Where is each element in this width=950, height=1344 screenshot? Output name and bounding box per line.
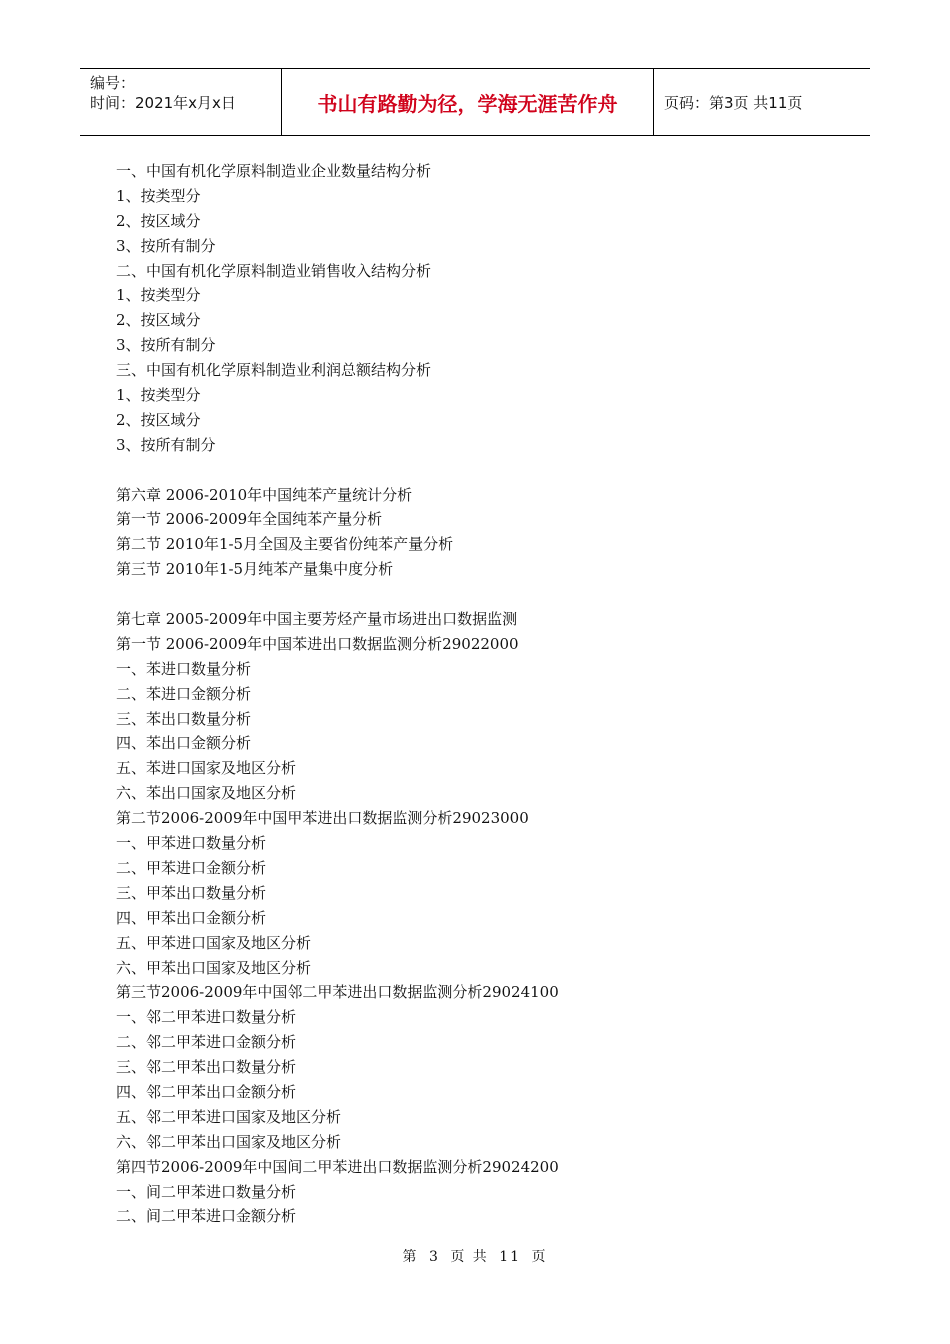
toc-line: 五、苯进口国家及地区分析 [116,759,297,778]
toc-line: 五、邻二甲苯进口国家及地区分析 [116,1107,342,1126]
toc-line: 三、中国有机化学原料制造业利润总额结构分析 [116,361,432,380]
toc-line: 一、苯进口数量分析 [116,659,252,678]
blank-line [116,582,836,607]
header-motto [282,69,654,135]
footer-suffix: 页 [531,1249,548,1265]
toc-line: 2、按区域分 [116,410,201,429]
toc-line: 二、中国有机化学原料制造业销售收入结构分析 [116,261,432,280]
footer-middle: 页 共 [450,1249,489,1265]
toc-line: 第二节2006-2009年中国甲苯进出口数据监测分析29023000 [116,809,529,828]
toc-line: 一、间二甲苯进口数量分析 [116,1182,297,1201]
document-time-label: 时间：2021年x月x日 [90,94,236,112]
toc-line: 第七章 2005-2009年中国主要芳烃产量市场进出口数据监测 [116,610,518,629]
toc-line: 1、按类型分 [116,386,201,405]
toc-line: 二、甲苯进口金额分析 [116,858,267,877]
toc-line: 第二节 2010年1-5月全国及主要省份纯苯产量分析 [116,535,454,554]
toc-line: 三、苯出口数量分析 [116,709,252,728]
toc-line: 第一节 2006-2009年中国苯进出口数据监测分析29022000 [116,634,519,653]
footer-current-page: 3 [428,1249,440,1265]
blank-line [116,458,836,483]
toc-line: 3、按所有制分 [116,336,216,355]
toc-line: 第一节 2006-2009年全国纯苯产量分析 [116,510,383,529]
toc-line: 四、甲苯出口金额分析 [116,908,267,927]
toc-line: 五、甲苯进口国家及地区分析 [116,933,312,952]
toc-line: 一、邻二甲苯进口数量分析 [116,1008,297,1027]
toc-line: 一、中国有机化学原料制造业企业数量结构分析 [116,162,432,180]
toc-line: 3、按所有制分 [116,236,216,255]
page-info-text: 页码：第3页 共11页 [664,93,803,112]
page-footer [0,1246,950,1266]
toc-line: 六、甲苯出口国家及地区分析 [116,958,312,977]
header-page-info [654,69,870,135]
toc-line: 第三节2006-2009年中国邻二甲苯进出口数据监测分析29024100 [116,983,559,1002]
toc-line: 二、邻二甲苯进口金额分析 [116,1033,297,1052]
toc-line: 二、间二甲苯进口金额分析 [116,1207,297,1226]
toc-line: 2、按区域分 [116,211,201,230]
toc-line: 1、按类型分 [116,286,201,305]
toc-line: 六、苯出口国家及地区分析 [116,784,297,803]
document-number-label: 编号： [90,74,136,92]
toc-line: 三、邻二甲苯出口数量分析 [116,1058,297,1077]
toc-line: 二、苯进口金额分析 [116,684,252,703]
header-meta [80,69,282,135]
toc-line: 六、邻二甲苯出口国家及地区分析 [116,1132,342,1151]
toc-line: 一、甲苯进口数量分析 [116,834,267,853]
toc-line: 三、甲苯出口数量分析 [116,883,267,902]
toc-line: 第三节 2010年1-5月纯苯产量集中度分析 [116,560,394,579]
toc-line: 第六章 2006-2010年中国纯苯产量统计分析 [116,485,413,504]
footer-total-pages: 11 [499,1249,522,1265]
page-header [80,68,870,136]
motto-text: 书山有路勤为径，学海无涯苦作舟 [317,91,618,116]
toc-line: 四、邻二甲苯出口金额分析 [116,1082,297,1101]
toc-line: 2、按区域分 [116,311,201,330]
footer-prefix: 第 [402,1249,419,1265]
toc-line: 第四节2006-2009年中国间二甲苯进出口数据监测分析29024200 [116,1157,559,1176]
toc-line: 四、苯出口金额分析 [116,734,252,753]
table-of-contents [116,159,836,1229]
toc-line: 3、按所有制分 [116,435,216,454]
toc-line: 1、按类型分 [116,186,201,205]
